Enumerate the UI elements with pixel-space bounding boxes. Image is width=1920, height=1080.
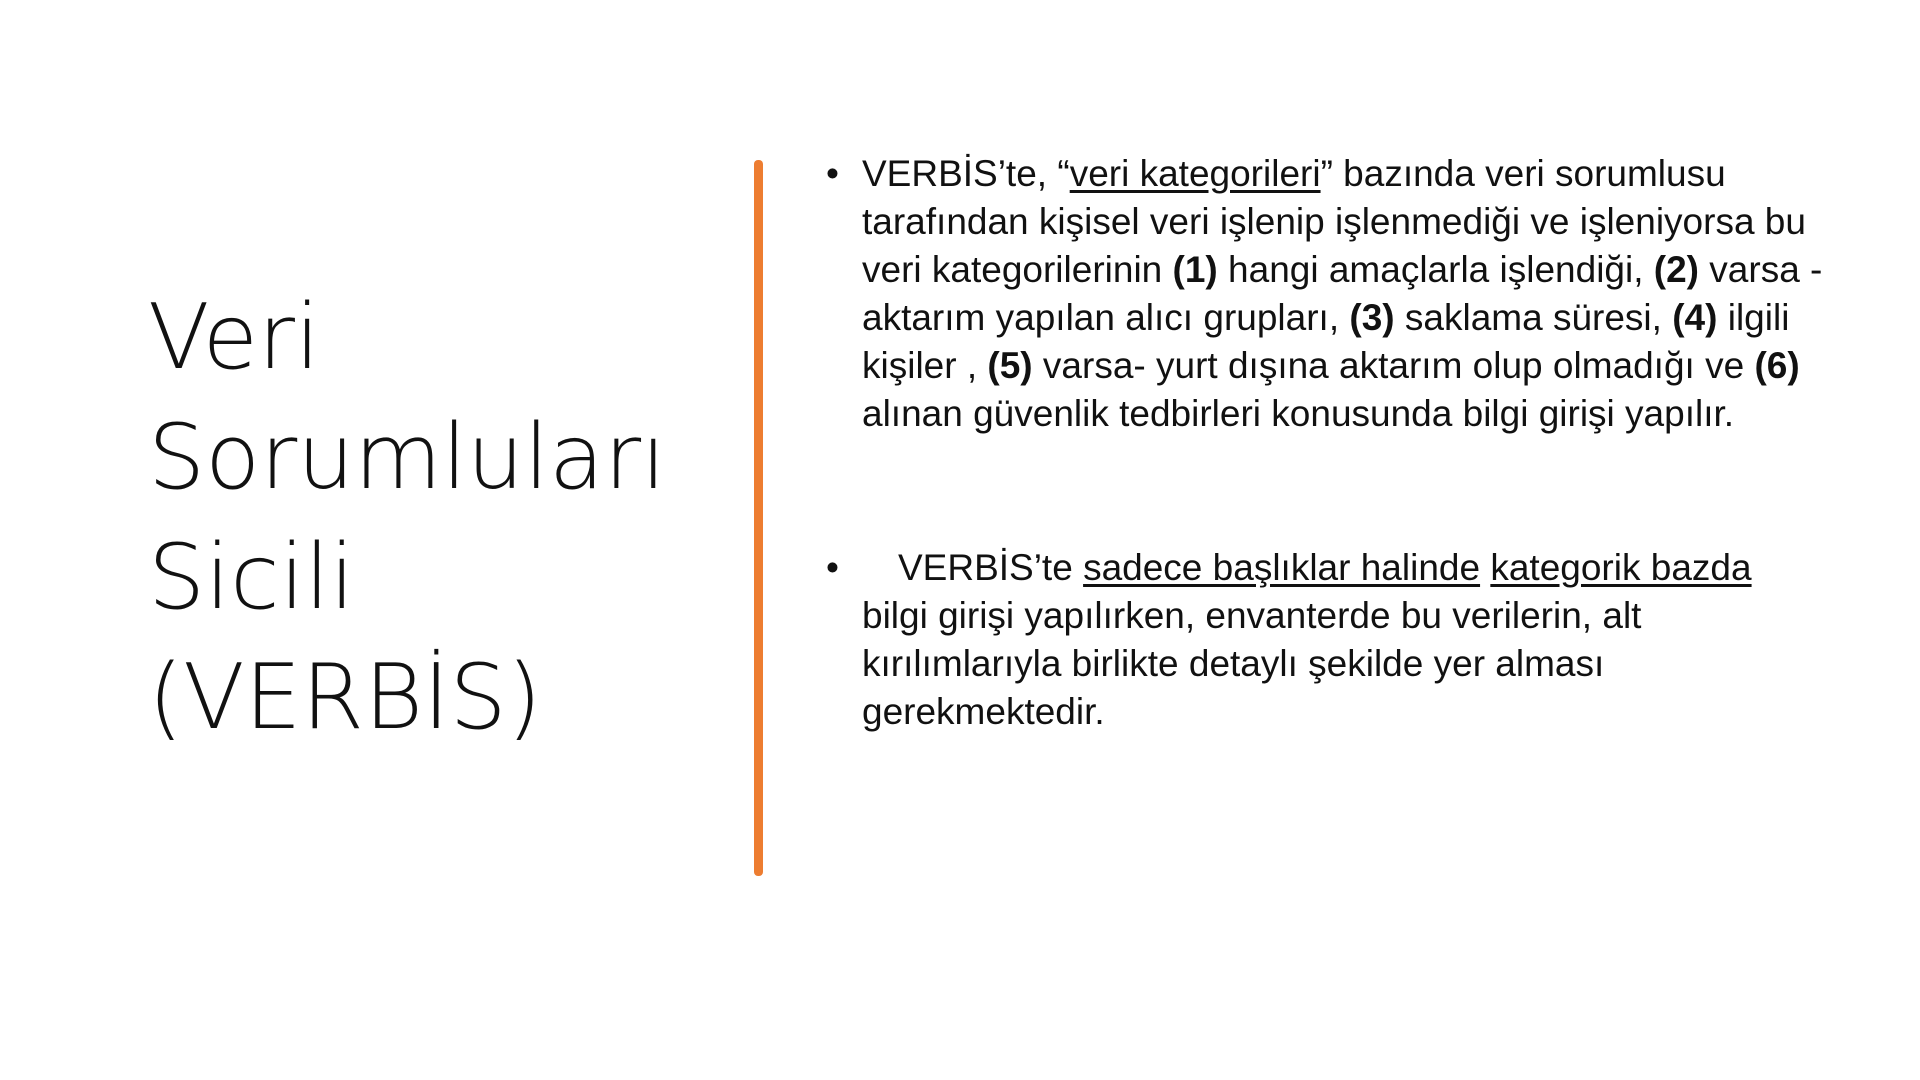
title-line: Sicili	[148, 525, 355, 630]
bold-number: (2)	[1653, 249, 1700, 290]
text-run: ilgili kişiler ,	[862, 297, 1790, 386]
bullet-item	[826, 544, 1826, 736]
text-run: varsa - aktarım yapılan alıcı grupları,	[862, 249, 1823, 338]
title-line: Veri	[148, 285, 320, 390]
bold-number: (3)	[1349, 297, 1395, 338]
bold-number: (6)	[1754, 345, 1800, 386]
title-line: (VERBİS)	[148, 645, 542, 750]
title-line: Sorumluları	[148, 405, 667, 510]
text-run: VERBİS’te	[898, 547, 1084, 588]
bullet-item	[826, 150, 1826, 438]
text-run: saklama süresi,	[1394, 297, 1673, 338]
slide-title	[148, 278, 708, 758]
bold-number: (5)	[987, 345, 1033, 386]
slide-body	[826, 150, 1826, 736]
bullet-icon: •	[826, 547, 839, 588]
text-run: alınan güvenlik tedbirleri konusunda bilgi girişi yapılır.	[862, 393, 1735, 434]
underlined-text: veri kategorileri	[1069, 153, 1321, 194]
accent-divider	[754, 160, 763, 876]
underlined-text: kategorik bazda	[1490, 547, 1752, 588]
text-run: varsa- yurt dışına aktarım olup olmadığı ve	[1032, 345, 1755, 386]
text-run: hangi amaçlarla işlendiği,	[1217, 249, 1654, 290]
text-run	[1480, 547, 1490, 588]
underlined-text: sadece başlıklar halinde	[1083, 547, 1481, 588]
text-run: ” bazında veri sorumlusu tarafından kişisel veri işlenip işlenmediği ve işleniyorsa bu veri kategorilerinin	[862, 153, 1806, 290]
bold-number: (4)	[1672, 297, 1718, 338]
text-run: bilgi girişi yapılırken, envanterde bu verilerin, alt kırılımlarıyla birlikte detaylı şekilde yer alması gerekmektedir.	[862, 595, 1642, 732]
bullet-icon: •	[826, 153, 839, 194]
text-run: VERBİS’te, “	[862, 153, 1070, 194]
bold-number: (1)	[1172, 249, 1218, 290]
